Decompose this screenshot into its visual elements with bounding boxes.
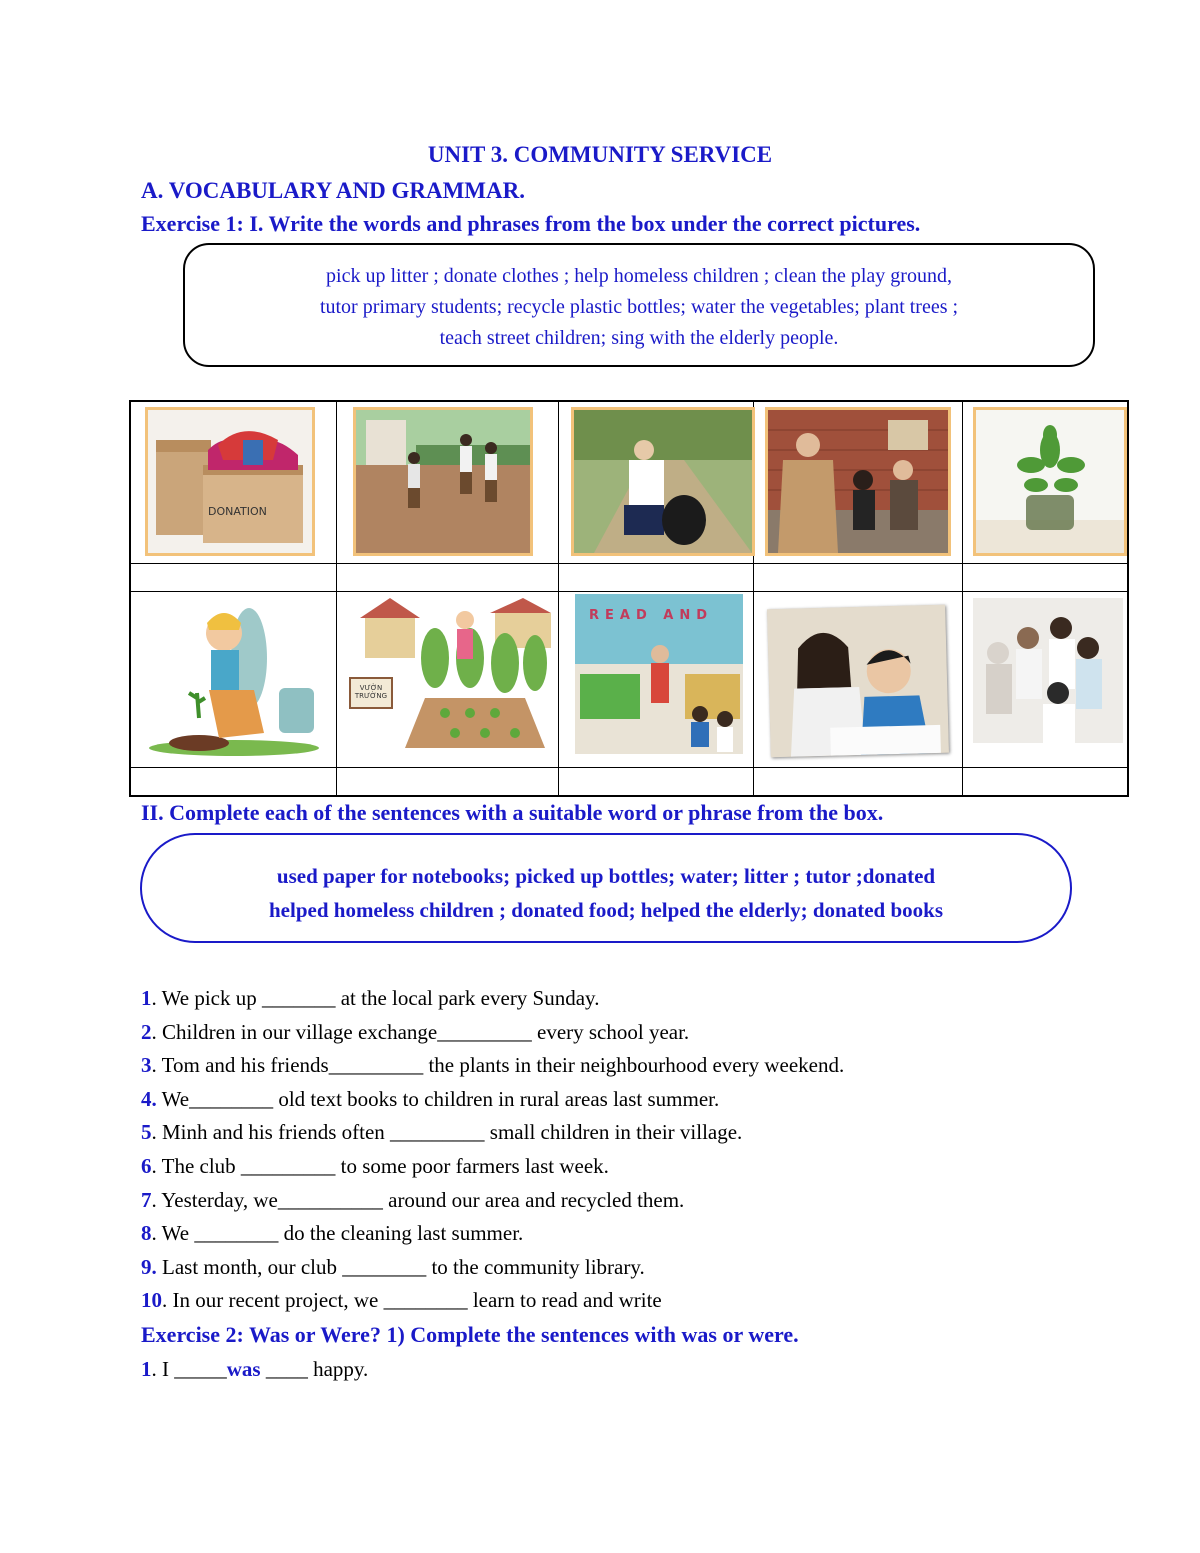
sentence-item xyxy=(141,1120,742,1145)
answer-cell[interactable] xyxy=(559,768,754,797)
answer-cell[interactable] xyxy=(963,768,1129,797)
garden-sign-label: VƯỜN TRƯỜNG xyxy=(354,684,388,700)
vocabulary-box xyxy=(183,243,1095,367)
donate-clothes-picture xyxy=(145,407,315,556)
pick-up-litter-picture xyxy=(571,407,755,556)
sentence-text: . We ________ do the cleaning last summer. xyxy=(151,1221,524,1245)
sentence-item xyxy=(141,1288,662,1313)
sentence-item xyxy=(141,1154,609,1179)
help-elderly-picture xyxy=(973,598,1123,743)
sentence-number: 10 xyxy=(141,1288,162,1312)
item-answer: was xyxy=(226,1357,261,1381)
picture-grid xyxy=(129,400,1129,797)
sentence-text: . We pick up _______ at the local park every Sunday. xyxy=(151,986,600,1010)
exercise1-heading: Exercise 1: I. Write the words and phrases from the box under the correct pictures. xyxy=(141,211,921,236)
answer-cell[interactable] xyxy=(131,564,337,592)
sentence-number: 8 xyxy=(141,1221,152,1245)
sentence-number: 6 xyxy=(141,1154,152,1178)
exercise2-item xyxy=(141,1357,368,1382)
sentence-text: . Tom and his friends_________ the plants in their neighbourhood every weekend. xyxy=(151,1053,845,1077)
donation-label: DONATION xyxy=(208,505,267,518)
sentence-item xyxy=(141,1053,844,1078)
sentence-item xyxy=(141,1221,523,1246)
sentence-item xyxy=(141,986,599,1011)
sentence-text: Last month, our club ________ to the community library. xyxy=(156,1255,645,1279)
tutor-students-picture xyxy=(767,605,949,758)
item-number: 1 xyxy=(141,1357,152,1381)
plant-trees-picture xyxy=(139,598,329,758)
sentence-number: 1 xyxy=(141,986,152,1010)
page-title: UNIT 3. COMMUNITY SERVICE xyxy=(427,142,773,167)
section-a-heading: A. VOCABULARY AND GRAMMAR. xyxy=(141,178,525,203)
answer-cell[interactable] xyxy=(754,768,963,797)
sentence-item xyxy=(141,1255,645,1280)
word-box-line: helped homeless children ; donated food; helped the elderly; donated books xyxy=(269,898,943,922)
sentence-number: 5 xyxy=(141,1120,152,1144)
sentence-item xyxy=(141,1188,684,1213)
classroom-letters: READ AND xyxy=(589,608,714,623)
answer-cell[interactable] xyxy=(337,564,559,592)
sentence-text: . The club _________ to some poor farmers last week. xyxy=(151,1154,609,1178)
word-box xyxy=(140,833,1072,943)
vocabulary-line: teach street children; sing with the elderly people. xyxy=(439,327,839,349)
item-pre: . I _____ xyxy=(151,1357,227,1381)
vocabulary-line: tutor primary students; recycle plastic bottles; water the vegetables; plant trees ; xyxy=(319,296,959,318)
answer-cell[interactable] xyxy=(131,768,337,797)
item-post: ____ happy. xyxy=(260,1357,369,1381)
sentence-text: . Yesterday, we__________ around our area and recycled them. xyxy=(151,1188,685,1212)
sentence-item xyxy=(141,1087,719,1112)
sentence-text: . Minh and his friends often _________ small children in their village. xyxy=(151,1120,743,1144)
water-vegetables-picture xyxy=(345,598,551,758)
sentence-number: 2 xyxy=(141,1020,152,1044)
sentence-text: We________ old text books to children in rural areas last summer. xyxy=(156,1087,720,1111)
section2-heading: II. Complete each of the sentences with a suitable word or phrase from the box. xyxy=(141,800,884,825)
sentence-number: 3 xyxy=(141,1053,152,1077)
vocabulary-line: pick up litter ; donate clothes ; help homeless children ; clean the play ground, xyxy=(326,265,952,287)
answer-cell[interactable] xyxy=(559,564,754,592)
answer-cell[interactable] xyxy=(963,564,1129,592)
sentence-number: 4. xyxy=(141,1087,157,1111)
plant-picture xyxy=(973,407,1127,556)
clean-playground-picture xyxy=(353,407,533,556)
sentence-text: . In our recent project, we ________ learn to read and write xyxy=(162,1288,662,1312)
sentence-text: . Children in our village exchange_________ every school year. xyxy=(151,1020,690,1044)
answer-cell[interactable] xyxy=(337,768,559,797)
help-homeless-children-picture xyxy=(765,407,951,556)
sentence-number: 9. xyxy=(141,1255,157,1279)
exercise2-heading: Exercise 2: Was or Were? 1) Complete the sentences with was or were. xyxy=(141,1322,799,1347)
teach-children-picture xyxy=(575,594,743,754)
sentence-item xyxy=(141,1020,689,1045)
word-box-line: used paper for notebooks; picked up bottles; water; litter ; tutor ;donated xyxy=(276,864,936,888)
answer-cell[interactable] xyxy=(754,564,963,592)
sentence-number: 7 xyxy=(141,1188,152,1212)
